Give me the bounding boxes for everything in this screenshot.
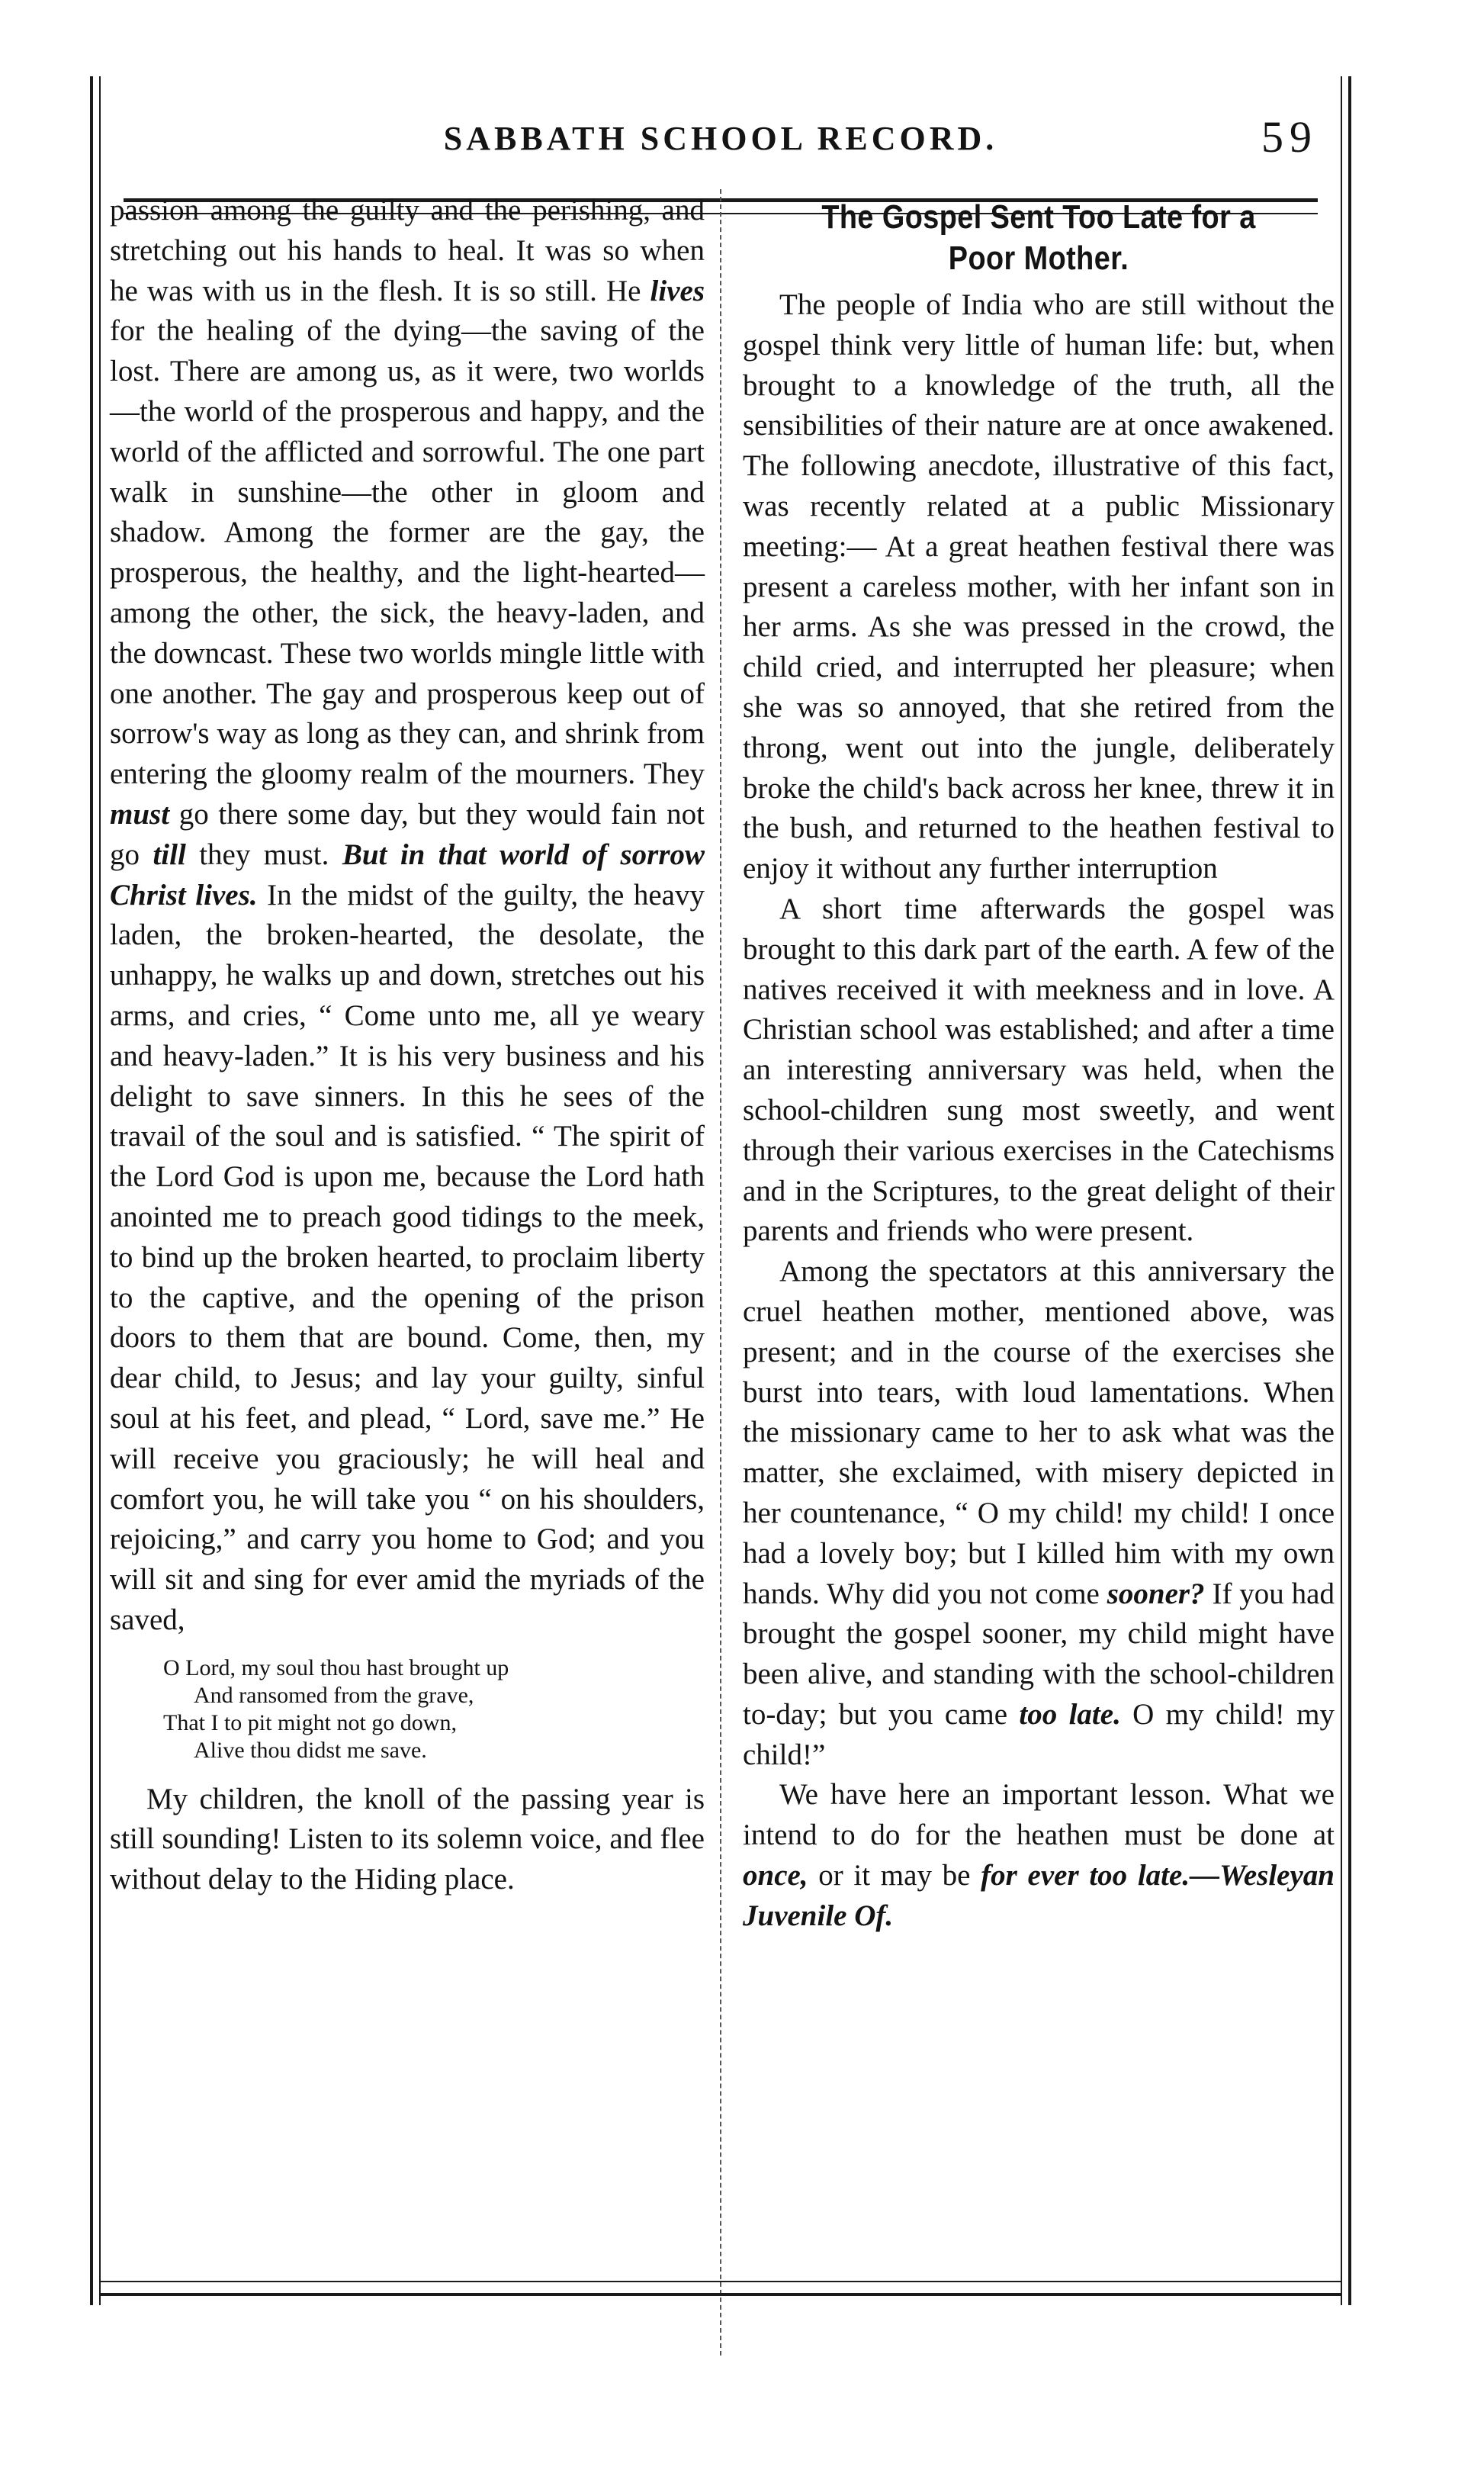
text-run: Among the spectators at this anniversary the cruel heathen mother, mentioned above, was present; and in the course of the exercises she burst into tears, with loud lamentations. When the missionary came to her to ask what was the matter, she exclaimed, with misery depicted in her countenance, “ O my child! my child! I once had a lovely boy; but I killed him with my own hands. Why did you not come [743, 1255, 1335, 1610]
text-run: or it may be [808, 1859, 981, 1892]
verse-line: O Lord, my soul thou hast brought up [163, 1655, 509, 1680]
running-title: SABBATH SCHOOL RECORD. [443, 120, 998, 157]
text-run: they must. [185, 838, 342, 871]
emphasis-run: must [110, 797, 170, 831]
right-column [743, 191, 1335, 1937]
page-header [116, 111, 1325, 195]
text-run: We have here an important lesson. What we intend to do for the heathen must be done at [743, 1778, 1335, 1852]
column-divider [720, 189, 721, 2356]
verse-line: Alive thou didst me save. [194, 1737, 427, 1763]
emphasis-run: sooner? [1107, 1577, 1205, 1610]
left-column [110, 191, 705, 1900]
page-frame [90, 76, 1351, 2305]
emphasis-run: But in that world of sorrow Christ lives. [110, 838, 705, 912]
footer-rule [101, 2281, 1341, 2296]
text-run: for the healing of the dying—the saving of the lost. There are among us, as it were, two worlds—the world of the prosperous and happy, and the world of the afflicted and sorrowful. The one part walk in sunshine—the other in gloom and shadow. Among the former are the gay, the prosperous, the healthy, and the light-hearted—among the other, the sick, the heavy-laden, and the downcast. These two worlds mingle little with one another. The gay and prosperous keep out of sorrow's way as long as they can, and shrink from entering the gloomy realm of the mourners. They [110, 314, 705, 791]
right-paragraph-2: A short time afterwards the gospel was brought to this dark part of the earth. A few of the natives received it with meekness and in love. A Christian school was established; and after a time an interesting anniversary was held, when the school-children sung most sweetly, and went through their various exercises in the Catechisms and in the Scriptures, to the great delight of their parents and friends who were present. [743, 892, 1335, 1248]
text-run: O my child! my child!” [743, 1697, 1335, 1771]
text-run: In the midst of the guilty, the heavy laden, the broken-hearted, the desolate, the unhappy, he walks up and down, stretches out his arms, and cries, “ Come unto me, all ye weary and heavy-laden.” It is his very business and his delight to save sinners. In this he sees of the travail of the soul and is satisfied. “ The spirit of the Lord God is upon me, because the Lord hath anointed me to preach good tidings to the meek, to bind up the broken hearted, to proclaim liberty to the captive, and the opening of the prison doors to them that are bound. Come, then, my dear child, to Jesus; and lay your guilty, sinful soul at his feet, and plead, “ Lord, save me.” He will receive you graciously; he will heal and comfort you, he will take you “ on his shoulders, rejoicing,” and carry you home to God; and you will sit and sing for ever amid the myriads of the saved, [110, 878, 705, 1636]
left-paragraph-1 [110, 191, 705, 1641]
article-title: The Gospel Sent Too Late for a Poor Mother. [821, 198, 1256, 277]
emphasis-run: for ever too late.—Wesleyan Juvenile Of. [743, 1859, 1335, 1932]
page-number: 59 [1261, 112, 1318, 162]
emphasis-run: lives [650, 274, 705, 307]
right-paragraph-3 [743, 1252, 1335, 1775]
verse-line: That I to pit might not go down, [163, 1709, 457, 1735]
verse-line: And ransomed from the grave, [194, 1682, 474, 1708]
emphasis-run: too late. [1019, 1697, 1121, 1731]
left-paragraph-2: My children, the knoll of the passing year is still sounding! Listen to its solemn voice, and flee without delay to the Hiding place. [110, 1782, 705, 1896]
text-run: go there some day, but they would fain not go [110, 797, 705, 871]
emphasis-run: once, [743, 1859, 808, 1892]
text-run: passion among the guilty and the perishing, and stretching out his hands to heal. It was so when he was with us in the flesh. It is so still. He [110, 194, 705, 307]
text-run: If you had brought the gospel sooner, my child might have been alive, and standing with the school-children to-day; but you came [743, 1577, 1335, 1731]
right-paragraph-1: The people of India who are still without the gospel think very little of human life: but, when brought to a knowledge of the truth, all the sensibilities of their nature are at once awakened. The following anecdote, illustrative of this fact, was recently related at a public Missionary meeting:— At a great heathen festival there was present a careless mother, with her infant son in her arms. As she was pressed in the crowd, the child cried, and interrupted her pleasure; when she was so annoyed, that she retired from the throng, went out into the jungle, deliberately broke the child's back across her knee, threw it in the bush, and returned to the heathen festival to enjoy it without any further interruption [743, 288, 1335, 886]
hymn-verse [110, 1655, 705, 1764]
emphasis-run: till [153, 838, 186, 871]
right-paragraph-4 [743, 1775, 1335, 1936]
